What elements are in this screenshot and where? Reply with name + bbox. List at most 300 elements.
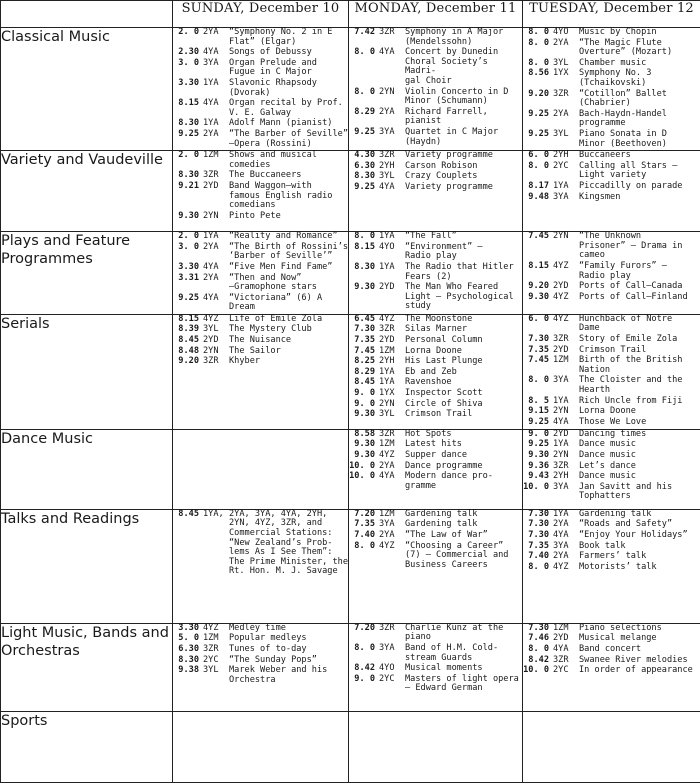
entry-programme: Latest hits: [405, 440, 522, 450]
entry-programme: “The Unknown Prisoner” — Drama in cameo: [579, 232, 700, 261]
entry-time: 7.46: [523, 634, 553, 644]
programme-entry: [523, 282, 700, 292]
programme-entry: [349, 357, 522, 367]
entry-station: 3YA: [553, 193, 579, 203]
programme-entry: [173, 656, 348, 666]
programme-entry: [523, 462, 700, 472]
entry-programme: “The Barber of Seville” —Opera (Rossini): [229, 130, 348, 149]
entry-time: 8. 0: [523, 645, 553, 655]
entry-station: 1YA: [379, 263, 405, 282]
entry-time: 10. 0: [349, 472, 379, 491]
programme-entry: [523, 90, 700, 109]
entry-station: 4YO: [379, 664, 405, 674]
entry-station: 4YA: [203, 99, 229, 118]
entry-time: 9.25: [349, 183, 379, 193]
entry-programme: Calling all Stars — Light variety: [579, 162, 700, 181]
programme-cell-tuesday: [523, 232, 700, 315]
entry-programme: Hot Spots: [405, 430, 522, 440]
entry-programme: In order of appearance: [579, 666, 700, 676]
entry-station: 1YX: [553, 69, 579, 88]
entry-station: 4YO: [379, 243, 405, 262]
entry-station: 3ZR: [553, 462, 579, 472]
entry-station: 3ZR: [379, 28, 405, 47]
entry-station: 3ZR: [379, 325, 405, 335]
entry-station: 1YA: [379, 368, 405, 378]
entry-programme: “Five Men Find Fame”: [229, 263, 348, 273]
entry-station: 1ZM: [379, 510, 405, 520]
entry-time: 9.20: [523, 90, 553, 109]
entry-station: 1YA: [203, 232, 229, 242]
programme-cell-monday: [349, 151, 523, 232]
entry-programme: “Family Furors” — Radio play: [579, 262, 700, 281]
programme-entry: [173, 171, 348, 181]
category-row: [1, 232, 700, 315]
entry-programme: Dance music: [579, 451, 700, 461]
entry-station: 4YA: [553, 418, 579, 428]
entry-programme: Crimson Trail: [579, 346, 700, 356]
programme-cell-monday: [349, 232, 523, 315]
entry-station: 2YD: [379, 283, 405, 312]
entry-time: 8.29: [349, 368, 379, 378]
programme-entry: [349, 510, 522, 520]
entry-time: 8. 0: [523, 376, 553, 395]
entry-time: 6.45: [349, 315, 379, 325]
entry-station: 2YN: [203, 347, 229, 357]
entry-time: 7.30: [523, 510, 553, 520]
programme-entry: [173, 294, 348, 313]
entry-time: 4.30: [349, 151, 379, 161]
entry-programme: Dance music: [579, 440, 700, 450]
entry-time: 9. 0: [349, 400, 379, 410]
entry-programme: Slavonic Rhapsody (Dvorak): [229, 79, 348, 98]
entry-station: 4YZ: [553, 262, 579, 281]
entry-programme: Symphony in A Major (Mendelssohn): [405, 28, 522, 47]
entry-station: 4YA: [379, 183, 405, 193]
category-row: [1, 623, 700, 711]
category-row: [1, 429, 700, 509]
entry-time: 9.38: [173, 666, 203, 685]
entry-time: 7.40: [349, 531, 379, 541]
entry-time: 8.58: [349, 430, 379, 440]
entry-station: 2YA: [379, 108, 405, 127]
programme-entry: [523, 39, 700, 58]
entry-programme: Life of Emile Zola: [229, 315, 348, 325]
entry-time: 2. 0: [173, 151, 203, 170]
entry-station: 3YA: [203, 59, 229, 78]
entry-programme: Lorna Doone: [405, 347, 522, 357]
programme-cell-sunday: [173, 711, 349, 782]
programme-cell-tuesday: [523, 151, 700, 232]
entry-station: 3ZR: [203, 357, 229, 367]
programme-entry: [173, 151, 348, 170]
programme-entry: [523, 151, 700, 161]
programme-entry: [349, 644, 522, 663]
entry-programme: Ravenshoe: [405, 378, 522, 388]
programme-entry: [523, 397, 700, 407]
entry-time: 6. 0: [523, 151, 553, 161]
entry-time: 8.42: [523, 656, 553, 666]
entry-programme: “Enjoy Your Holidays”: [579, 531, 700, 541]
entry-programme: Farmers’ talk: [579, 552, 700, 562]
programme-entry: [349, 624, 522, 643]
entry-station: 3YA: [379, 128, 405, 147]
entry-programme: Bach-Haydn-Handel programme: [579, 110, 700, 129]
entry-programme: “Then and Now” —Gramophone stars: [229, 274, 348, 293]
entry-station: 2YD: [379, 336, 405, 346]
entry-programme: Gardening talk: [579, 510, 700, 520]
entry-station: 1ZM: [553, 624, 579, 634]
programme-entry: [523, 483, 700, 502]
programme-entry: [349, 88, 522, 107]
programme-entry: [349, 263, 522, 282]
entry-time: 8. 0: [523, 563, 553, 573]
entry-time: 9.30: [349, 440, 379, 450]
programme-entry: [173, 79, 348, 98]
entry-time: 8.39: [173, 325, 203, 335]
entry-time: 8.25: [349, 357, 379, 367]
programme-entry: [173, 263, 348, 273]
programme-entry: [523, 232, 700, 261]
programme-entry: [349, 520, 522, 530]
entry-time: 7.42: [349, 28, 379, 47]
programme-entry: [349, 675, 522, 694]
programme-entry: [349, 389, 522, 399]
programme-entry: [173, 645, 348, 655]
programme-entry: [349, 183, 522, 193]
entry-programme: Silas Marner: [405, 325, 522, 335]
programme-entry: [523, 335, 700, 345]
entry-programme: Supper dance: [405, 451, 522, 461]
category-label: Talks and Readings: [1, 509, 173, 623]
entry-programme: Dancing times: [579, 430, 700, 440]
entry-station: 3YA: [379, 520, 405, 530]
entry-programme: Buccaneers: [579, 151, 700, 161]
entry-time: 7.35: [523, 542, 553, 552]
entry-programme: Dance music: [579, 472, 700, 482]
entry-programme: Musical moments: [405, 664, 522, 674]
programme-entry: [523, 531, 700, 541]
entry-station: 2YA: [379, 462, 405, 472]
entry-time: 7.40: [523, 552, 553, 562]
programme-entry: [523, 182, 700, 192]
entry-station: 3ZR: [379, 151, 405, 161]
entry-programme: Eb and Zeb: [405, 368, 522, 378]
entry-station: 1YA,: [203, 510, 229, 577]
programme-entry: [523, 376, 700, 395]
programme-entry: [173, 347, 348, 357]
entry-programme: Motorists’ talk: [579, 563, 700, 573]
entry-time: 10. 0: [523, 666, 553, 676]
entry-programme: Charlie Kunz at the piano: [405, 624, 522, 643]
entry-time: 7.20: [349, 624, 379, 643]
entry-time: 8.29: [349, 108, 379, 127]
entry-station: 3YA: [553, 542, 579, 552]
entry-time: 6.30: [349, 162, 379, 172]
entry-time: 8.42: [349, 664, 379, 674]
entry-station: 2YC: [553, 666, 579, 676]
entry-programme: The Sailor: [229, 347, 348, 357]
entry-station: 3ZR: [379, 624, 405, 643]
programme-entry: [349, 368, 522, 378]
programme-cell-tuesday: [523, 28, 700, 151]
entry-station: 1YA: [379, 378, 405, 388]
entry-programme: The Radio that Hitler Fears (2): [405, 263, 522, 282]
entry-programme: Quartet in C Major (Haydn): [405, 128, 522, 147]
entry-programme: Band concert: [579, 645, 700, 655]
entry-time: 7.30: [523, 624, 553, 634]
entry-programme: “Reality and Romance”: [229, 232, 348, 242]
entry-station: 2YA: [203, 130, 229, 149]
entry-time: 9.30: [523, 451, 553, 461]
entry-time: 2. 0: [173, 28, 203, 47]
programme-entry: [349, 410, 522, 420]
entry-programme: Music by Chopin: [579, 28, 700, 38]
entry-station: 1ZM: [203, 634, 229, 644]
entry-station: 1YA: [553, 440, 579, 450]
entry-station: 2YA: [553, 39, 579, 58]
programme-entry: [523, 315, 700, 334]
day-header-monday: MONDAY, December 11: [349, 1, 523, 28]
programme-entry: [173, 243, 348, 262]
entry-time: 8.48: [173, 347, 203, 357]
entry-programme: Songs of Debussy: [229, 48, 348, 58]
programme-entry: [523, 510, 700, 520]
programme-entry: [523, 645, 700, 655]
entry-time: 8.17: [523, 182, 553, 192]
entry-station: 4YZ: [553, 315, 579, 334]
entry-programme: Marek Weber and his Orchestra: [229, 666, 348, 685]
entry-time: 9.25: [523, 130, 553, 149]
entry-time: 9.30: [523, 293, 553, 303]
entry-station: 4YA: [203, 48, 229, 58]
programme-entry: [523, 407, 700, 417]
programme-entry: [523, 59, 700, 69]
programme-entry: [349, 664, 522, 674]
programme-cell-sunday: [173, 151, 349, 232]
entry-programme: His Last Plunge: [405, 357, 522, 367]
programme-cell-sunday: [173, 429, 349, 509]
entry-programme: Gardening talk: [405, 510, 522, 520]
entry-station: 4YZ: [379, 542, 405, 571]
entry-time: 9.43: [523, 472, 553, 482]
programme-entry: [349, 542, 522, 571]
category-row: [1, 509, 700, 623]
entry-station: 2YN: [379, 400, 405, 410]
entry-station: 2YD: [203, 336, 229, 346]
entry-time: 3.30: [173, 79, 203, 98]
entry-programme: Shows and musical comedies: [229, 151, 348, 170]
programme-cell-monday: [349, 509, 523, 623]
programme-entry: [173, 666, 348, 685]
programme-entry: [523, 563, 700, 573]
entry-time: 3. 0: [173, 243, 203, 262]
programme-entry: [349, 472, 522, 491]
programme-cell-sunday: [173, 623, 349, 711]
entry-station: 1YA: [553, 510, 579, 520]
programme-entry: [173, 624, 348, 634]
programme-entry: [173, 325, 348, 335]
programme-entry: [173, 634, 348, 644]
entry-station: 2YD: [553, 430, 579, 440]
programme-entry: [523, 418, 700, 428]
entry-station: 1ZM: [379, 440, 405, 450]
entry-time: 9.20: [523, 282, 553, 292]
programme-cell-sunday: [173, 232, 349, 315]
entry-station: 3ZR: [203, 171, 229, 181]
entry-programme: Book talk: [579, 542, 700, 552]
entry-station: 3ZR: [553, 335, 579, 345]
entry-programme: Richard Farrell, pianist: [405, 108, 522, 127]
entry-station: 2YH: [553, 151, 579, 161]
programme-entry: [349, 48, 522, 86]
entry-station: 4YZ: [203, 624, 229, 634]
category-label: Variety and Vaudeville: [1, 151, 173, 232]
programme-cell-monday: [349, 314, 523, 429]
entry-time: 8. 0: [523, 59, 553, 69]
entry-time: 6. 0: [523, 315, 553, 334]
entry-time: 8.15: [523, 262, 553, 281]
entry-time: 9.15: [523, 407, 553, 417]
entry-programme: Musical melange: [579, 634, 700, 644]
entry-station: 2YD: [553, 282, 579, 292]
entry-time: 8. 0: [523, 39, 553, 58]
entry-station: 1YX: [379, 389, 405, 399]
entry-time: 9.25: [349, 128, 379, 147]
entry-station: 4YA: [379, 48, 405, 86]
entry-programme: “The Sunday Pops”: [229, 656, 348, 666]
entry-time: 8.30: [349, 172, 379, 182]
entry-programme: Carson Robison: [405, 162, 522, 172]
entry-station: 2YA: [203, 28, 229, 47]
entry-station: 3YL: [203, 666, 229, 685]
entry-time: 8. 0: [349, 232, 379, 242]
entry-programme: Adolf Mann (pianist): [229, 119, 348, 129]
entry-station: 3YA: [553, 483, 579, 502]
entry-time: 9.48: [523, 193, 553, 203]
entry-station: 4YA: [203, 294, 229, 313]
entry-time: 3.30: [173, 263, 203, 273]
programme-entry: [173, 232, 348, 242]
entry-time: 9.25: [523, 440, 553, 450]
entry-station: 2YC: [379, 675, 405, 694]
entry-station: 2YA: [553, 520, 579, 530]
entry-time: 9.36: [523, 462, 553, 472]
entry-time: 8.15: [349, 243, 379, 262]
entry-time: 9. 0: [523, 430, 553, 440]
programme-entry: [523, 624, 700, 634]
entry-time: 8.15: [173, 315, 203, 325]
entry-programme: Swanee River melodies: [579, 656, 700, 666]
day-header-tuesday: TUESDAY, December 12: [523, 1, 700, 28]
entry-programme: Medley time: [229, 624, 348, 634]
entry-time: 2. 0: [173, 232, 203, 242]
entry-station: 2YA: [203, 274, 229, 293]
entry-station: 3ZR: [379, 430, 405, 440]
programme-cell-tuesday: [523, 429, 700, 509]
programme-entry: [523, 28, 700, 38]
entry-programme: Personal Column: [405, 336, 522, 346]
programme-entry: [523, 262, 700, 281]
entry-time: 9.25: [523, 418, 553, 428]
entry-time: 9. 0: [349, 675, 379, 694]
entry-station: 4YO: [553, 28, 579, 38]
entry-station: 2YA: [203, 243, 229, 262]
entry-station: 2YH: [379, 357, 405, 367]
entry-programme: “Symphony No. 2 in E Flat” (Elgar): [229, 28, 348, 47]
entry-programme: Kingsmen: [579, 193, 700, 203]
entry-time: 8.30: [349, 263, 379, 282]
entry-station: 4YA: [379, 472, 405, 491]
entry-time: 8.56: [523, 69, 553, 88]
programme-entry: [349, 151, 522, 161]
entry-time: 5. 0: [173, 634, 203, 644]
entry-time: 7.35: [349, 520, 379, 530]
entry-station: 2YD: [553, 634, 579, 644]
entry-programme: Modern dance pro- gramme: [405, 472, 522, 491]
entry-programme: Chamber music: [579, 59, 700, 69]
entry-station: 4YZ: [379, 451, 405, 461]
entry-time: 9.21: [173, 182, 203, 211]
entry-time: 7.30: [523, 531, 553, 541]
programme-cell-monday: [349, 28, 523, 151]
programme-cell-tuesday: [523, 623, 700, 711]
programme-entry: [173, 274, 348, 293]
entry-programme: Concert by Dunedin Choral Society’s Madri- gal Choir: [405, 48, 522, 86]
entry-station: 1YA: [379, 232, 405, 242]
entry-programme: The Moonstone: [405, 315, 522, 325]
programme-entry: [349, 315, 522, 325]
programme-entry: [523, 293, 700, 303]
entry-time: 8. 0: [349, 542, 379, 571]
entry-programme: “The Magic Flute Overture” (Mozart): [579, 39, 700, 58]
entry-programme: Popular medleys: [229, 634, 348, 644]
category-row: [1, 711, 700, 782]
programme-entry: [349, 232, 522, 242]
entry-programme: Piano selections: [579, 624, 700, 634]
entry-station: 2YD: [203, 182, 229, 211]
entry-station: 3YL: [379, 172, 405, 182]
entry-station: 4YZ: [203, 315, 229, 325]
entry-programme: “The Fall”: [405, 232, 522, 242]
programme-cell-sunday: [173, 314, 349, 429]
entry-station: 1YA: [553, 182, 579, 192]
entry-station: 2YH: [553, 472, 579, 482]
entry-station: 2YC: [203, 656, 229, 666]
entry-station: 4YZ: [379, 315, 405, 325]
entry-time: 2.30: [173, 48, 203, 58]
entry-time: 10. 0: [523, 483, 553, 502]
category-label: Plays and Feature Programmes: [1, 232, 173, 315]
entry-programme: “The Birth of Rossini’s ‘Barber of Seville’”: [229, 243, 348, 262]
entry-time: 8.45: [173, 510, 203, 577]
entry-station: 2YN: [203, 212, 229, 222]
category-label: Classical Music: [1, 28, 173, 151]
entry-time: 6.30: [173, 645, 203, 655]
programme-entry: [523, 666, 700, 676]
programme-entry: [523, 430, 700, 440]
entry-station: 3YA: [553, 376, 579, 395]
entry-station: 1YA: [203, 79, 229, 98]
programme-entry: [349, 108, 522, 127]
entry-programme: Hunchback of Notre Dame: [579, 315, 700, 334]
programme-entry: [349, 430, 522, 440]
entry-time: 3. 0: [173, 59, 203, 78]
programme-entry: [349, 325, 522, 335]
programme-entry: [173, 182, 348, 211]
programme-entry: [523, 162, 700, 181]
entry-time: 8. 5: [523, 397, 553, 407]
entry-programme: “Victoriana” (6) A Dream: [229, 294, 348, 313]
